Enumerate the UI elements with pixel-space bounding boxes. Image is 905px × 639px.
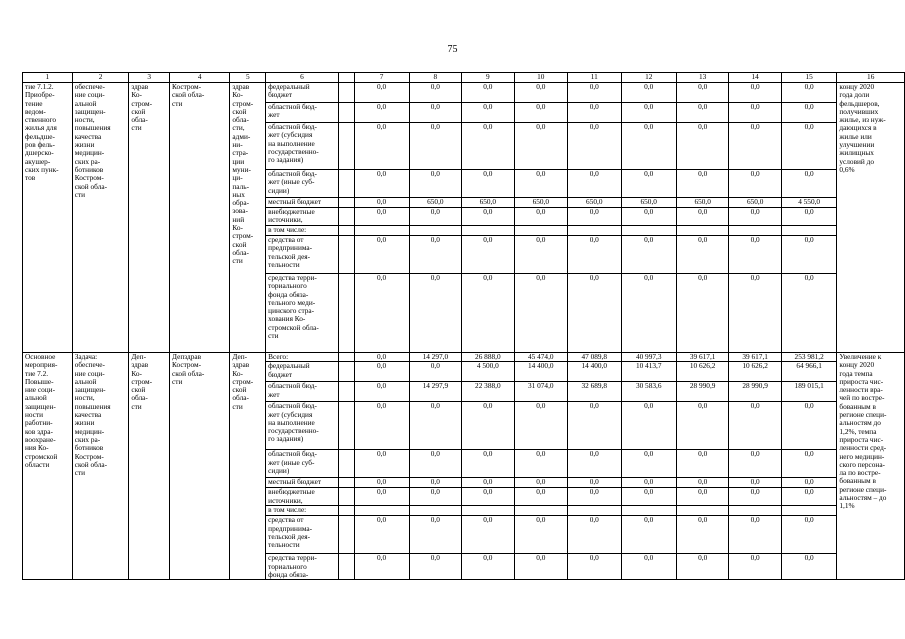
value-cell bbox=[354, 506, 409, 516]
value-cell: 0,0 bbox=[568, 103, 621, 123]
value-cell: 0,0 bbox=[729, 170, 781, 198]
source-label: внебюджетные источники, bbox=[266, 208, 339, 226]
value-cell: 0,0 bbox=[568, 123, 621, 170]
value-cell bbox=[729, 226, 781, 236]
value-cell: 0,0 bbox=[514, 478, 567, 488]
value-cell: 0,0 bbox=[409, 362, 461, 382]
value-cell: 0,0 bbox=[621, 274, 676, 353]
value-cell: 0,0 bbox=[462, 402, 514, 450]
value-cell: 0,0 bbox=[462, 170, 514, 198]
value-cell: 0,0 bbox=[568, 208, 621, 226]
spacer-cell bbox=[338, 554, 354, 580]
value-cell: 0,0 bbox=[621, 170, 676, 198]
header-cell: 12 bbox=[621, 73, 676, 83]
value-cell: 0,0 bbox=[621, 208, 676, 226]
value-cell: 14 297,0 bbox=[409, 353, 461, 362]
spacer-cell bbox=[338, 488, 354, 506]
value-cell: 0,0 bbox=[462, 123, 514, 170]
value-cell: 4 550,0 bbox=[781, 198, 837, 208]
value-cell: 14 400,0 bbox=[514, 362, 567, 382]
value-cell: 47 089,8 bbox=[568, 353, 621, 362]
value-cell: 0,0 bbox=[354, 83, 409, 103]
value-cell: 0,0 bbox=[781, 103, 837, 123]
value-cell: 0,0 bbox=[676, 123, 728, 170]
table-row bbox=[23, 353, 905, 362]
header-cell: 15 bbox=[781, 73, 837, 83]
header-cell: 4 bbox=[170, 73, 230, 83]
value-cell: 31 074,0 bbox=[514, 382, 567, 402]
value-cell: 14 400,0 bbox=[568, 362, 621, 382]
value-cell: 32 689,8 bbox=[568, 382, 621, 402]
value-cell: 0,0 bbox=[409, 488, 461, 506]
value-cell: 0,0 bbox=[462, 478, 514, 488]
value-cell: 0,0 bbox=[729, 123, 781, 170]
spacer-cell bbox=[338, 353, 354, 362]
value-cell bbox=[354, 226, 409, 236]
source-label: федеральный бюджет bbox=[266, 362, 339, 382]
value-cell: 0,0 bbox=[514, 103, 567, 123]
value-cell bbox=[676, 226, 728, 236]
header-cell: 13 bbox=[676, 73, 728, 83]
block-col4: Депздрав Костром- ской обла- сти bbox=[170, 353, 230, 580]
value-cell: 0,0 bbox=[354, 170, 409, 198]
value-cell: 0,0 bbox=[514, 516, 567, 554]
value-cell: 0,0 bbox=[781, 236, 837, 274]
value-cell: 0,0 bbox=[781, 450, 837, 478]
spacer-cell bbox=[338, 170, 354, 198]
value-cell: 0,0 bbox=[462, 103, 514, 123]
value-cell bbox=[729, 506, 781, 516]
value-cell: 4 500,0 bbox=[462, 362, 514, 382]
value-cell: 0,0 bbox=[621, 123, 676, 170]
value-cell: 0,0 bbox=[568, 450, 621, 478]
value-cell: 0,0 bbox=[354, 198, 409, 208]
value-cell bbox=[514, 506, 567, 516]
source-label: местный бюджет bbox=[266, 198, 339, 208]
value-cell: 0,0 bbox=[409, 83, 461, 103]
block-col1: тие 7.1.2. Приобре- тение ведом- ственного жилья для фельдше- ров фель- дшерско- акушер- ских пунк- тов bbox=[23, 83, 73, 353]
value-cell: 650,0 bbox=[409, 198, 461, 208]
value-cell: 0,0 bbox=[409, 402, 461, 450]
header-cell: 16 bbox=[837, 73, 905, 83]
value-cell: 0,0 bbox=[621, 554, 676, 580]
block-result: Увеличение к концу 2020 года темпа прироста чис- ленности вра- чей по востре- бованным в регионе специ- альностям до 1,2%, темпа прироста чис- ленности сред- него медицин- ского персона- ла по востре- бованным в регионе специ- альностям – до 1,1% bbox=[837, 353, 905, 580]
value-cell: 39 617,1 bbox=[729, 353, 781, 362]
value-cell: 0,0 bbox=[462, 274, 514, 353]
value-cell: 0,0 bbox=[676, 83, 728, 103]
value-cell: 0,0 bbox=[781, 516, 837, 554]
header-cell: 9 bbox=[462, 73, 514, 83]
source-label: областной бюд- жет (субсидия на выполнение государственно- го задания) bbox=[266, 402, 339, 450]
value-cell bbox=[462, 506, 514, 516]
value-cell: 30 583,6 bbox=[621, 382, 676, 402]
block-col2: обеспече- ние соци- альной защищен- ности, повышения качества жизни медицин- ских ра- ботников Костром- ской обла- сти bbox=[72, 83, 129, 353]
value-cell: 14 297,9 bbox=[409, 382, 461, 402]
value-cell bbox=[621, 506, 676, 516]
value-cell: 0,0 bbox=[621, 478, 676, 488]
value-cell: 650,0 bbox=[514, 198, 567, 208]
source-label: областной бюд- жет bbox=[266, 382, 339, 402]
block-col3: здрав Ко- стром- ской обла- сти bbox=[129, 83, 170, 353]
spacer-cell bbox=[338, 198, 354, 208]
spacer-cell bbox=[338, 402, 354, 450]
header-cell: 11 bbox=[568, 73, 621, 83]
value-cell: 0,0 bbox=[409, 236, 461, 274]
source-label: в том числе: bbox=[266, 226, 339, 236]
header-cell: 7 bbox=[354, 73, 409, 83]
value-cell: 10 626,2 bbox=[729, 362, 781, 382]
value-cell: 0,0 bbox=[568, 83, 621, 103]
value-cell: 0,0 bbox=[354, 123, 409, 170]
value-cell: 28 990,9 bbox=[729, 382, 781, 402]
value-cell: 0,0 bbox=[354, 103, 409, 123]
value-cell: 0,0 bbox=[514, 208, 567, 226]
value-cell: 0,0 bbox=[514, 274, 567, 353]
source-label: областной бюд- жет bbox=[266, 103, 339, 123]
source-label: областной бюд- жет (субсидия на выполнение государственно- го задания) bbox=[266, 123, 339, 170]
source-label: в том числе: bbox=[266, 506, 339, 516]
value-cell: 10 413,7 bbox=[621, 362, 676, 382]
value-cell: 0,0 bbox=[409, 123, 461, 170]
value-cell: 0,0 bbox=[354, 488, 409, 506]
value-cell: 0,0 bbox=[676, 236, 728, 274]
value-cell: 0,0 bbox=[514, 554, 567, 580]
source-label: федеральный бюджет bbox=[266, 83, 339, 103]
value-cell: 0,0 bbox=[568, 516, 621, 554]
block-col5: здрав Ко- стром- ской обла- сти, адми- ни- стра- ции муни- ци- паль- ных обра- зова- ний Ко- стром- ской обла- сти bbox=[230, 83, 266, 353]
table-row bbox=[23, 83, 905, 103]
value-cell: 10 626,2 bbox=[676, 362, 728, 382]
value-cell: 0,0 bbox=[729, 450, 781, 478]
value-cell: 0,0 bbox=[409, 274, 461, 353]
value-cell: 64 966,1 bbox=[781, 362, 837, 382]
value-cell: 0,0 bbox=[621, 516, 676, 554]
block-col1: Основное мероприя- тие 7.2. Повыше- ние соци- альной защищен- ности работни- ков здра- воохране- ния Ко- стромской области bbox=[23, 353, 73, 580]
value-cell: 26 888,0 bbox=[462, 353, 514, 362]
value-cell: 0,0 bbox=[354, 402, 409, 450]
value-cell: 0,0 bbox=[354, 554, 409, 580]
value-cell bbox=[568, 506, 621, 516]
value-cell: 650,0 bbox=[621, 198, 676, 208]
value-cell: 0,0 bbox=[354, 478, 409, 488]
source-label: областной бюд- жет (иные суб- сидии) bbox=[266, 170, 339, 198]
value-cell: 650,0 bbox=[676, 198, 728, 208]
value-cell: 0,0 bbox=[409, 516, 461, 554]
budget-table bbox=[22, 72, 905, 580]
value-cell: 0,0 bbox=[676, 170, 728, 198]
value-cell: 22 388,0 bbox=[462, 382, 514, 402]
value-cell: 0,0 bbox=[729, 236, 781, 274]
header-cell bbox=[338, 73, 354, 83]
value-cell: 0,0 bbox=[729, 554, 781, 580]
spacer-cell bbox=[338, 226, 354, 236]
value-cell: 0,0 bbox=[354, 274, 409, 353]
value-cell: 0,0 bbox=[568, 236, 621, 274]
value-cell: 0,0 bbox=[354, 382, 409, 402]
value-cell: 0,0 bbox=[621, 236, 676, 274]
value-cell: 0,0 bbox=[568, 402, 621, 450]
spacer-cell bbox=[338, 123, 354, 170]
value-cell: 0,0 bbox=[409, 554, 461, 580]
value-cell: 0,0 bbox=[729, 103, 781, 123]
value-cell: 189 015,1 bbox=[781, 382, 837, 402]
value-cell: 0,0 bbox=[462, 488, 514, 506]
spacer-cell bbox=[338, 450, 354, 478]
value-cell: 0,0 bbox=[781, 83, 837, 103]
spacer-cell bbox=[338, 103, 354, 123]
source-label: средства от предпринима- тельской дея- тельности bbox=[266, 516, 339, 554]
value-cell: 0,0 bbox=[781, 554, 837, 580]
value-cell: 0,0 bbox=[781, 274, 837, 353]
value-cell: 0,0 bbox=[354, 362, 409, 382]
value-cell: 0,0 bbox=[621, 402, 676, 450]
spacer-cell bbox=[338, 506, 354, 516]
value-cell: 0,0 bbox=[621, 103, 676, 123]
value-cell: 39 617,1 bbox=[676, 353, 728, 362]
spacer-cell bbox=[338, 83, 354, 103]
value-cell: 0,0 bbox=[676, 402, 728, 450]
value-cell bbox=[781, 506, 837, 516]
value-cell: 0,0 bbox=[354, 353, 409, 362]
value-cell: 28 990,9 bbox=[676, 382, 728, 402]
value-cell: 0,0 bbox=[568, 554, 621, 580]
value-cell: 0,0 bbox=[514, 236, 567, 274]
spacer-cell bbox=[338, 274, 354, 353]
value-cell: 0,0 bbox=[462, 83, 514, 103]
spacer-cell bbox=[338, 516, 354, 554]
value-cell: 0,0 bbox=[462, 516, 514, 554]
header-row bbox=[23, 73, 905, 83]
spacer-cell bbox=[338, 478, 354, 488]
value-cell: 0,0 bbox=[729, 402, 781, 450]
source-label: Всего: bbox=[266, 353, 339, 362]
header-cell: 5 bbox=[230, 73, 266, 83]
value-cell: 0,0 bbox=[729, 208, 781, 226]
value-cell: 0,0 bbox=[729, 478, 781, 488]
value-cell: 0,0 bbox=[729, 274, 781, 353]
value-cell bbox=[409, 506, 461, 516]
value-cell: 0,0 bbox=[462, 208, 514, 226]
value-cell bbox=[781, 226, 837, 236]
value-cell: 650,0 bbox=[462, 198, 514, 208]
source-label: средства терри- ториального фонда обяза- тельного меди- цинского стра- хования Ко- стромской обла- сти bbox=[266, 274, 339, 353]
value-cell bbox=[409, 226, 461, 236]
value-cell: 0,0 bbox=[514, 488, 567, 506]
value-cell: 0,0 bbox=[781, 478, 837, 488]
value-cell: 45 474,0 bbox=[514, 353, 567, 362]
value-cell: 0,0 bbox=[409, 170, 461, 198]
value-cell: 0,0 bbox=[781, 208, 837, 226]
value-cell: 0,0 bbox=[676, 103, 728, 123]
header-cell: 1 bbox=[23, 73, 73, 83]
source-label: областной бюд- жет (иные суб- сидии) bbox=[266, 450, 339, 478]
value-cell: 253 981,2 bbox=[781, 353, 837, 362]
source-label: средства от предпринима- тельской дея- тельности bbox=[266, 236, 339, 274]
value-cell: 0,0 bbox=[409, 478, 461, 488]
value-cell: 0,0 bbox=[514, 450, 567, 478]
value-cell: 0,0 bbox=[354, 450, 409, 478]
value-cell: 0,0 bbox=[514, 123, 567, 170]
value-cell: 0,0 bbox=[676, 478, 728, 488]
value-cell: 0,0 bbox=[568, 170, 621, 198]
value-cell: 0,0 bbox=[781, 488, 837, 506]
value-cell: 0,0 bbox=[514, 402, 567, 450]
header-cell: 10 bbox=[514, 73, 567, 83]
header-cell: 14 bbox=[729, 73, 781, 83]
table-body bbox=[23, 73, 905, 580]
value-cell: 650,0 bbox=[729, 198, 781, 208]
value-cell: 0,0 bbox=[729, 488, 781, 506]
value-cell: 0,0 bbox=[568, 478, 621, 488]
value-cell: 0,0 bbox=[354, 516, 409, 554]
page-number: 75 bbox=[447, 44, 458, 55]
value-cell: 0,0 bbox=[781, 170, 837, 198]
value-cell: 650,0 bbox=[568, 198, 621, 208]
value-cell: 0,0 bbox=[621, 450, 676, 478]
value-cell: 0,0 bbox=[676, 488, 728, 506]
value-cell: 0,0 bbox=[676, 274, 728, 353]
value-cell: 0,0 bbox=[514, 170, 567, 198]
value-cell bbox=[514, 226, 567, 236]
value-cell: 0,0 bbox=[729, 516, 781, 554]
source-label: внебюджетные источники, bbox=[266, 488, 339, 506]
value-cell: 0,0 bbox=[462, 450, 514, 478]
value-cell: 0,0 bbox=[354, 208, 409, 226]
value-cell: 0,0 bbox=[781, 402, 837, 450]
header-cell: 3 bbox=[129, 73, 170, 83]
block-col4: Костром- ской обла- сти bbox=[170, 83, 230, 353]
block-col3: Деп- здрав Ко- стром- ской обла- сти bbox=[129, 353, 170, 580]
block-col2: Задача: обеспече- ние соци- альной защищен- ности, повышения качества жизни медицин- ских ра- ботников Костром- ской обла- сти bbox=[72, 353, 129, 580]
value-cell: 0,0 bbox=[354, 236, 409, 274]
value-cell: 0,0 bbox=[409, 208, 461, 226]
value-cell: 0,0 bbox=[568, 274, 621, 353]
value-cell: 0,0 bbox=[676, 516, 728, 554]
value-cell: 0,0 bbox=[676, 554, 728, 580]
value-cell: 0,0 bbox=[409, 103, 461, 123]
header-cell: 8 bbox=[409, 73, 461, 83]
value-cell: 40 997,3 bbox=[621, 353, 676, 362]
spacer-cell bbox=[338, 208, 354, 226]
source-label: средства терри- ториального фонда обяза- bbox=[266, 554, 339, 580]
value-cell: 0,0 bbox=[729, 83, 781, 103]
value-cell: 0,0 bbox=[621, 488, 676, 506]
spacer-cell bbox=[338, 236, 354, 274]
value-cell: 0,0 bbox=[462, 236, 514, 274]
value-cell: 0,0 bbox=[514, 83, 567, 103]
value-cell: 0,0 bbox=[781, 123, 837, 170]
value-cell bbox=[621, 226, 676, 236]
value-cell: 0,0 bbox=[462, 554, 514, 580]
block-result: концу 2020 года доли фельдшеров, получивших жилье, из нуж- дающихся в жилье или улучшении жилищных условий до 0,6% bbox=[837, 83, 905, 353]
value-cell bbox=[568, 226, 621, 236]
block-col5: Деп- здрав Ко- стром- ской обла- сти bbox=[230, 353, 266, 580]
value-cell: 0,0 bbox=[676, 450, 728, 478]
spacer-cell bbox=[338, 362, 354, 382]
value-cell bbox=[676, 506, 728, 516]
value-cell bbox=[462, 226, 514, 236]
value-cell: 0,0 bbox=[621, 83, 676, 103]
source-label: местный бюджет bbox=[266, 478, 339, 488]
header-cell: 6 bbox=[266, 73, 339, 83]
value-cell: 0,0 bbox=[409, 450, 461, 478]
value-cell: 0,0 bbox=[676, 208, 728, 226]
spacer-cell bbox=[338, 382, 354, 402]
header-cell: 2 bbox=[72, 73, 129, 83]
value-cell: 0,0 bbox=[568, 488, 621, 506]
